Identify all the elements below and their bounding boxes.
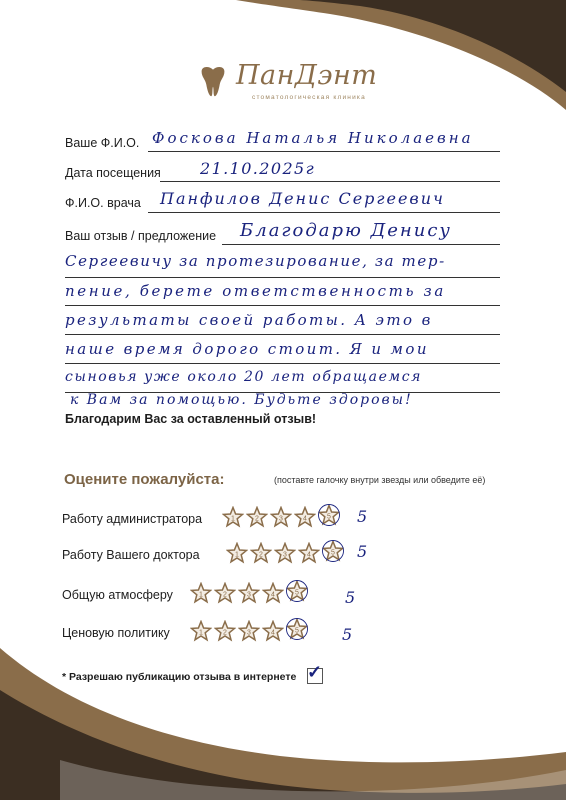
feedback-line-4: результаты своей работы. А это в: [65, 311, 433, 329]
thanks-text: Благодарим Вас за оставленный отзыв!: [65, 412, 317, 426]
criterion-atmosphere-stars[interactable]: [190, 582, 310, 606]
date-underline: [160, 181, 500, 182]
feedback-label: Ваш отзыв / предложение: [65, 229, 217, 243]
star-number: 5: [327, 513, 331, 521]
feedback-line-5: наше время дорого стоит. Я и мои: [65, 340, 429, 358]
criterion-admin-stars[interactable]: [222, 506, 342, 530]
star-number: 3: [247, 591, 251, 599]
criterion-price-stars[interactable]: [190, 620, 310, 644]
criterion-admin-label: Работу администратора: [62, 512, 203, 526]
feedback-line-6: сыновья уже около 20 лет обращаемся: [65, 369, 422, 385]
feedback-underline-1: [222, 244, 500, 245]
star-number: 2: [255, 515, 259, 523]
feedback-line-2: Сергеевичу за протезирование, за тер-: [65, 252, 446, 270]
star-icon[interactable]: [238, 620, 260, 642]
checkmark-icon: ✓: [307, 662, 323, 682]
star-number: 2: [259, 551, 263, 559]
name-value: Фоскова Наталья Николаевна: [152, 129, 474, 147]
publish-consent-label: * Разрешаю публикацию отзыва в интернете: [62, 671, 297, 683]
star-icon[interactable]: [322, 540, 344, 562]
star-icon[interactable]: [246, 506, 268, 528]
clinic-tagline: стоматологическая клиника: [252, 94, 366, 101]
star-number: 4: [271, 629, 275, 637]
star-icon[interactable]: [214, 620, 236, 642]
criterion-doctor-score: 5: [357, 542, 368, 561]
star-icon[interactable]: [238, 582, 260, 604]
star-number: 1: [231, 515, 235, 523]
star-number: 1: [199, 629, 203, 637]
feedback-line-3: пение, берете ответственность за: [65, 282, 446, 300]
star-number: 5: [295, 627, 299, 635]
star-icon[interactable]: [294, 506, 316, 528]
name-label: Ваше Ф.И.О.: [65, 136, 140, 150]
feedback-underline-5: [65, 363, 500, 364]
star-number: 2: [223, 629, 227, 637]
criterion-doctor-stars[interactable]: [226, 542, 346, 566]
name-underline: [148, 151, 500, 152]
star-icon[interactable]: [286, 618, 308, 640]
star-icon[interactable]: [274, 542, 296, 564]
feedback-underline-4: [65, 334, 500, 335]
star-icon[interactable]: [318, 504, 340, 526]
star-icon[interactable]: [190, 620, 212, 642]
date-label: Дата посещения: [65, 166, 161, 180]
doctor-value: Панфилов Денис Сергеевич: [160, 189, 445, 208]
rating-title: Оцените пожалуйста:: [64, 471, 225, 488]
star-number: 3: [247, 629, 251, 637]
star-number: 4: [307, 551, 311, 559]
criterion-atmosphere-score: 5: [345, 588, 356, 607]
star-number: 3: [283, 551, 287, 559]
star-icon[interactable]: [222, 506, 244, 528]
tooth-icon: [194, 62, 232, 100]
star-number: 1: [199, 591, 203, 599]
star-number: 3: [279, 515, 283, 523]
rating-note: (поставте галочку внутри звезды или обведите её): [274, 475, 486, 485]
criterion-doctor-label: Работу Вашего доктора: [62, 548, 200, 562]
clinic-name: ПанДэнт: [236, 60, 378, 91]
star-icon[interactable]: [298, 542, 320, 564]
feedback-underline-2: [65, 277, 500, 278]
star-icon[interactable]: [226, 542, 248, 564]
doctor-underline: [148, 212, 500, 213]
star-number: 5: [331, 549, 335, 557]
criterion-price-label: Ценовую политику: [62, 626, 170, 640]
criterion-admin-score: 5: [357, 507, 368, 526]
feedback-line-1: Благодарю Денису: [240, 220, 452, 241]
criterion-atmosphere-label: Общую атмосферу: [62, 588, 173, 602]
star-number: 2: [223, 591, 227, 599]
star-number: 4: [271, 591, 275, 599]
star-number: 5: [295, 589, 299, 597]
clinic-logo: [190, 58, 400, 108]
star-icon[interactable]: [286, 580, 308, 602]
date-value: 21.10.2025г: [200, 159, 316, 178]
star-icon[interactable]: [262, 582, 284, 604]
star-icon[interactable]: [262, 620, 284, 642]
star-number: 1: [235, 551, 239, 559]
feedback-underline-3: [65, 305, 500, 306]
feedback-line-7: к Вам за помощью. Будьте здоровы!: [70, 392, 413, 408]
star-icon[interactable]: [214, 582, 236, 604]
star-icon[interactable]: [270, 506, 292, 528]
doctor-label: Ф.И.О. врача: [65, 196, 141, 210]
star-number: 4: [303, 515, 307, 523]
star-icon[interactable]: [250, 542, 272, 564]
star-icon[interactable]: [190, 582, 212, 604]
criterion-price-score: 5: [342, 625, 353, 644]
